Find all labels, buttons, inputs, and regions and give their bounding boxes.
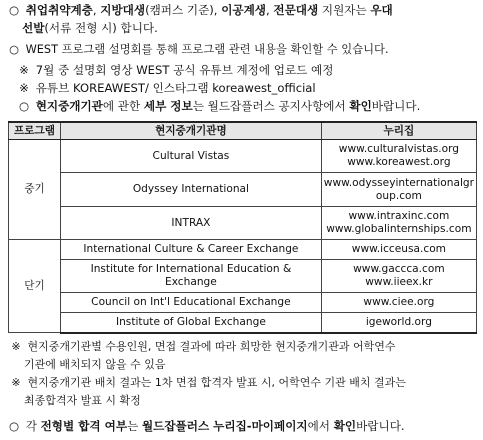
- bullet-icon: ○: [18, 99, 30, 113]
- note3-text-1: 에 관한: [102, 99, 144, 113]
- table-row: [9, 207, 477, 240]
- west-note-2: [16, 80, 316, 96]
- website-url: www.culturalvistas.org: [338, 143, 459, 155]
- west-note-1: [16, 62, 333, 78]
- note-mark-icon: ※: [19, 63, 29, 77]
- final-text-4: 바랍니다.: [356, 419, 405, 433]
- agency-name: Cultural Vistas: [61, 140, 322, 173]
- final-text-1: 각: [25, 419, 41, 433]
- website-url: www.koreawest.org: [347, 156, 451, 168]
- table-row: [9, 313, 477, 333]
- note3-text-3: 바랍니다.: [371, 99, 421, 113]
- note-mark-icon: ※: [19, 81, 29, 95]
- agency-website: [321, 260, 476, 293]
- agency-name: Council on Int'l Educational Exchange: [61, 293, 322, 313]
- table-header-row: [9, 122, 477, 140]
- agency-website: [321, 293, 476, 313]
- final-line: [6, 418, 405, 434]
- agency-website: [321, 173, 476, 207]
- agency-website: [321, 140, 476, 173]
- note-1-line-2: [24, 357, 166, 373]
- note3-term-3: 확인: [349, 99, 372, 113]
- note-mark-icon: ※: [11, 376, 21, 389]
- agency-name: INTRAX: [61, 207, 322, 240]
- intro-sep-2: ,: [266, 3, 274, 17]
- header-website: 누리집: [321, 122, 476, 140]
- final-term-3: 확인: [333, 419, 357, 433]
- note-1-text-2: 기관에 배치되지 않을 수 있음: [24, 358, 166, 371]
- note-1-text-1: 현지중개기관별 수용인원, 면접 결과에 따라 희망한 현지중개기관과 어학연수: [27, 340, 396, 353]
- west-note-3: [16, 98, 420, 114]
- agency-name: Institute for International Education & Exchange: [61, 260, 322, 293]
- agency-website: [321, 207, 476, 240]
- note-2-text-1: 현지중개기관 배치 결과는 1차 면접 합격자 발표 시, 어학연수 기관 배치 결과는: [27, 376, 406, 389]
- website-url: www.odysseyinternationalgr: [323, 176, 474, 189]
- note-2-text-2: 최종합격자 발표 시 확정: [24, 394, 141, 407]
- note-2-line-1: [8, 375, 406, 391]
- intro-term-3: 이공계생: [221, 3, 266, 17]
- final-term-2: 월드잡플러스 누리집-마이페이지: [141, 419, 308, 433]
- intro-mid: 지원자는: [318, 3, 371, 17]
- header-agency: 현지중개기관명: [61, 122, 322, 140]
- intro-paren: (캠퍼스 기준),: [145, 3, 222, 17]
- website-url: oup.com: [375, 189, 422, 202]
- table-row: [9, 293, 477, 313]
- final-term-1: 전형별 합격 여부: [40, 419, 128, 433]
- website-url: www.ciee.org: [363, 296, 435, 308]
- table-row: [9, 240, 477, 260]
- note-2-line-2: [24, 393, 141, 409]
- intro-sep-1: ,: [92, 3, 101, 17]
- group-mid-term: 중기: [9, 140, 61, 240]
- west-note-2-text: 유튜브 KOREAWEST/ 인스타그램 koreawest_official: [35, 81, 316, 95]
- website-url: www.intraxinc.com: [348, 210, 450, 222]
- intro-line-2: [22, 20, 158, 36]
- intro-term-2: 지방대생: [100, 3, 146, 17]
- website-url: www.icceusa.com: [351, 243, 446, 255]
- note-mark-icon: ※: [11, 340, 21, 353]
- final-text-3: 에서: [307, 419, 334, 433]
- table-row: [9, 260, 477, 293]
- west-note-1-text: 7월 중 설명회 영상 WEST 공식 유튜브 계정에 업로드 예정: [35, 63, 334, 77]
- west-line: [6, 42, 389, 58]
- west-text: WEST 프로그램 설명회를 통해 프로그램 관련 내용을 확인할 수 있습니다.: [25, 43, 389, 56]
- table-row: [9, 140, 477, 173]
- note3-term-2: 세부 정보: [143, 99, 193, 113]
- program-table: [8, 121, 477, 334]
- note-1-line-1: [8, 339, 396, 355]
- agency-name: Odyssey International: [61, 173, 322, 207]
- note3-text-2: 는 월드잡플러스 공지사항에서: [192, 99, 350, 113]
- final-text-2: 는: [127, 419, 142, 433]
- intro-term-4: 전문대생: [273, 3, 319, 17]
- website-url: www.gaccca.com: [353, 263, 445, 275]
- website-url: www.globalinternships.com: [326, 223, 472, 235]
- intro-line-1: [6, 2, 393, 18]
- intro-end: (서류 전형 시) 합니다.: [44, 21, 158, 35]
- intro-term-1: 취업취약계층: [25, 3, 93, 17]
- agency-website: [321, 313, 476, 333]
- bullet-icon: ○: [8, 419, 20, 433]
- agency-name: Institute of Global Exchange: [61, 313, 322, 333]
- website-url: igeworld.org: [365, 315, 432, 328]
- agency-website: [321, 240, 476, 260]
- note3-term-1: 현지중개기관: [35, 99, 103, 113]
- website-url: www.iieex.kr: [365, 276, 433, 288]
- bullet-icon: ○: [9, 43, 19, 56]
- intro-term-5: 우대: [370, 3, 393, 17]
- table-row: [9, 173, 477, 207]
- agency-name: International Culture & Career Exchange: [61, 240, 322, 260]
- group-short-term: 단기: [9, 240, 61, 333]
- bullet-icon: ○: [8, 3, 20, 17]
- intro-term-6: 선발: [22, 21, 45, 35]
- header-program: 프로그램: [9, 122, 61, 140]
